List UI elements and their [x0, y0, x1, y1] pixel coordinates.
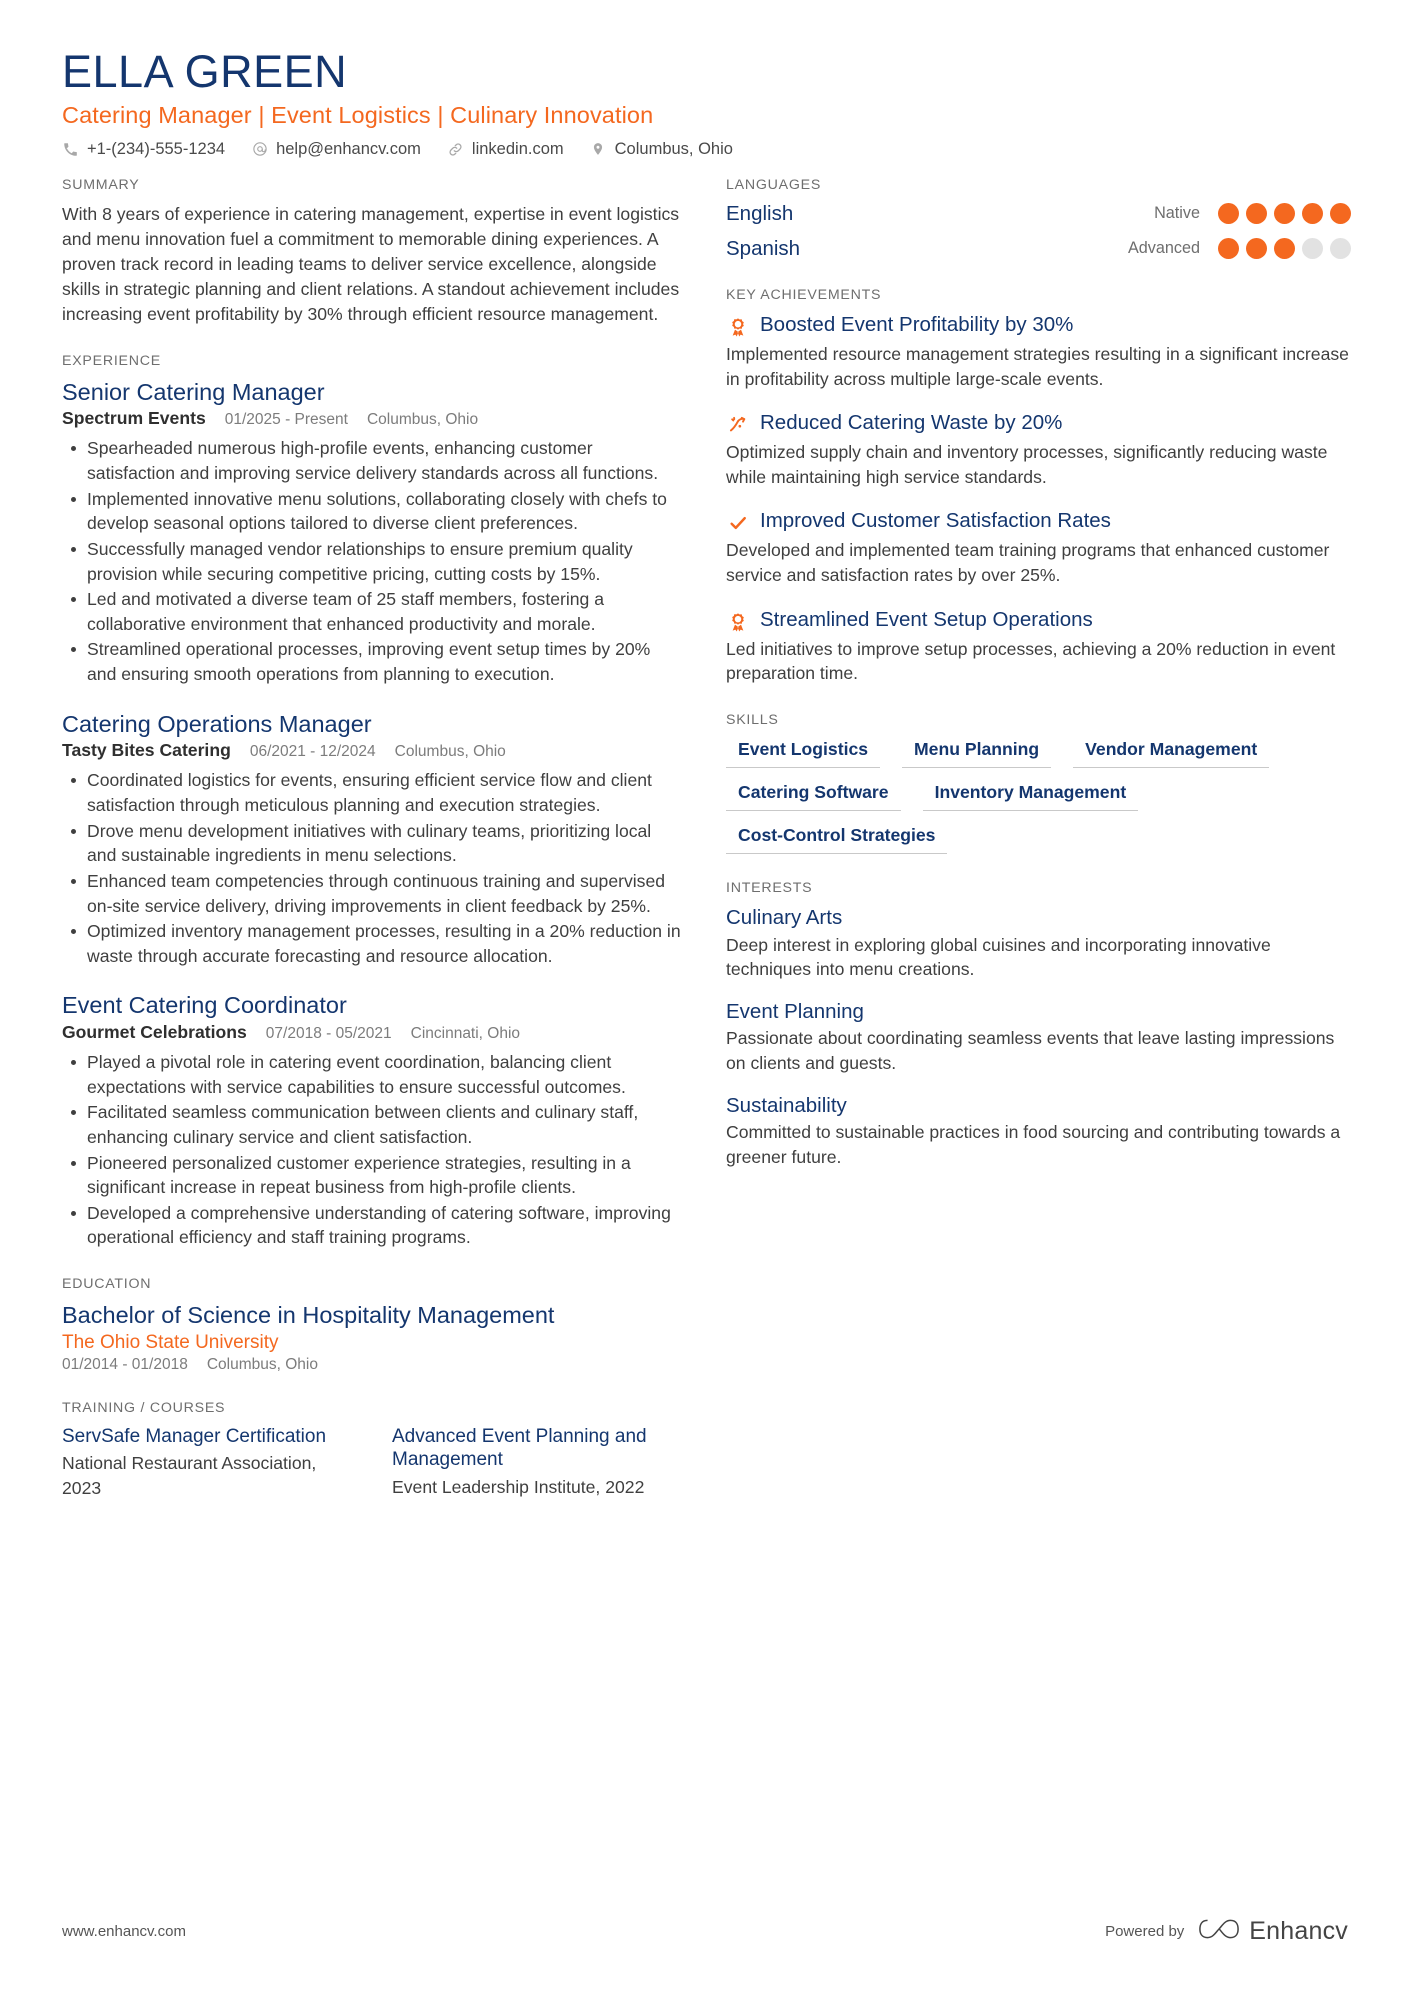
- contact-phone[interactable]: [62, 140, 225, 159]
- enhancv-logo: [1198, 1916, 1348, 1947]
- achievement-head: [726, 508, 1351, 535]
- training-section: [62, 1400, 682, 1500]
- contact-row: [62, 140, 1348, 159]
- contact-phone-text: +1-(234)-555-1234: [87, 139, 226, 158]
- job-dates: 01/2025 - Present: [224, 411, 348, 429]
- skill-tag: Cost-Control Strategies: [726, 823, 947, 854]
- achievement-head: [726, 410, 1351, 437]
- rating-dot: [1274, 238, 1295, 259]
- skill-tag: Event Logistics: [726, 737, 880, 768]
- email-icon: [251, 141, 268, 158]
- interest-item: [726, 905, 1351, 982]
- award-medal-icon: [726, 315, 750, 339]
- job-location: Cincinnati, Ohio: [410, 1025, 521, 1043]
- language-item: [726, 237, 1351, 261]
- training-grid: [62, 1425, 682, 1500]
- candidate-name: ELLA GREEN: [62, 46, 348, 97]
- job-bullets: [62, 1050, 682, 1250]
- phone-icon: [62, 141, 79, 158]
- page-footer: [62, 1916, 1348, 1947]
- training-title: Advanced Event Planning and Management: [392, 1425, 647, 1471]
- job-bullet: Pioneered personalized customer experience strategies, resulting in a significant increase in repeat business from high-profile clients.: [62, 1151, 682, 1200]
- job-company: Spectrum Events: [62, 408, 206, 429]
- infinity-logo-icon: [1198, 1916, 1240, 1947]
- interest-item: [726, 1093, 1351, 1170]
- experience-section-label: EXPERIENCE: [62, 352, 161, 369]
- job-location: Columbus, Ohio: [366, 411, 479, 429]
- link-icon: [447, 141, 464, 158]
- job-title: Event Catering Coordinator: [62, 992, 347, 1019]
- language-rating-dots: [1218, 238, 1351, 259]
- language-level: Advanced: [1128, 239, 1200, 258]
- achievement-item: [726, 312, 1351, 391]
- language-level: Native: [1154, 204, 1200, 223]
- job-company: Tasty Bites Catering: [62, 740, 231, 761]
- job-dates: 06/2021 - 12/2024: [249, 743, 376, 761]
- achievement-head: [726, 607, 1351, 634]
- skill-tag: Catering Software: [726, 780, 901, 811]
- achievement-head: [726, 312, 1351, 339]
- achievement-desc: Led initiatives to improve setup processes, achieving a 20% reduction in event preparation time.: [726, 638, 1336, 684]
- job-bullet: Spearheaded numerous high-profile events, enhancing customer satisfaction and improving service delivery standards across all functions.: [62, 436, 682, 485]
- trending-up-icon: [726, 413, 750, 437]
- achievement-item: [726, 410, 1351, 489]
- interest-title: Sustainability: [726, 1093, 847, 1117]
- achievement-desc: Developed and implemented team training programs that enhanced customer service and satisfaction rates by over 25%.: [726, 540, 1330, 586]
- check-mark-icon: [726, 511, 750, 535]
- education-location: Columbus, Ohio: [206, 1355, 318, 1373]
- rating-dot: [1246, 203, 1267, 224]
- rating-dot: [1218, 203, 1239, 224]
- left-column: [62, 177, 682, 1526]
- training-title: ServSafe Manager Certification: [62, 1425, 327, 1447]
- education-section: [62, 1276, 682, 1374]
- achievement-desc: Optimized supply chain and inventory processes, significantly reducing waste while maintaining high service standards.: [726, 442, 1328, 487]
- contact-location-text: Columbus, Ohio: [614, 139, 733, 158]
- summary-section: [62, 177, 682, 327]
- job-bullet: Optimized inventory management processes, resulting in a 20% reduction in waste through accurate forecasting and resource allocation.: [62, 919, 682, 968]
- footer-url[interactable]: www.enhancv.com: [62, 1923, 186, 1940]
- candidate-tagline: Catering Manager | Event Logistics | Culinary Innovation: [62, 101, 654, 128]
- achievement-desc: Implemented resource management strategies resulting in a significant increase in profitability across multiple large-scale events.: [726, 343, 1349, 389]
- enhancv-wordmark: Enhancv: [1249, 1917, 1348, 1945]
- rating-dot: [1302, 203, 1323, 224]
- achievement-title: Improved Customer Satisfaction Rates: [760, 509, 1111, 533]
- language-item: [726, 202, 1351, 226]
- skill-tag: Menu Planning: [902, 737, 1051, 768]
- interest-title: Event Planning: [726, 999, 864, 1023]
- job-bullet: Drove menu development initiatives with culinary teams, prioritizing local and sustainable ingredients in menu selections.: [62, 819, 682, 868]
- contact-link-text: linkedin.com: [471, 139, 564, 158]
- skill-tag: Vendor Management: [1073, 737, 1269, 768]
- job-bullet: Facilitated seamless communication between clients and culinary staff, enhancing culinary service and client satisfaction.: [62, 1100, 682, 1149]
- experience-item: [62, 378, 682, 687]
- job-meta: [62, 1022, 682, 1043]
- job-dates: 07/2018 - 05/2021: [265, 1025, 392, 1043]
- languages-section-label: LANGUAGES: [726, 176, 822, 193]
- contact-link[interactable]: [447, 140, 564, 159]
- contact-email-text: help@enhancv.com: [276, 139, 421, 158]
- language-name: English: [726, 201, 794, 225]
- interest-title: Culinary Arts: [726, 905, 843, 929]
- footer-branding: [1105, 1916, 1348, 1947]
- training-subtitle: National Restaurant Association, 2023: [62, 1453, 317, 1498]
- rating-dot: [1330, 238, 1351, 259]
- job-meta: [62, 408, 682, 429]
- job-bullet: Streamlined operational processes, improving event setup times by 20% and ensuring smooth operations from planning to execution.: [62, 637, 682, 686]
- language-name: Spanish: [726, 236, 801, 260]
- skills-section-label: SKILLS: [726, 711, 779, 728]
- job-company: Gourmet Celebrations: [62, 1022, 247, 1043]
- job-bullet: Enhanced team competencies through continuous training and supervised on-site service delivery, driving improvements in client feedback by 25%.: [62, 869, 682, 918]
- powered-by-label: Powered by: [1105, 1923, 1185, 1940]
- education-section-label: EDUCATION: [62, 1276, 152, 1293]
- job-bullet: Led and motivated a diverse team of 25 staff members, fostering a collaborative environment that enhanced productivity and morale.: [62, 587, 682, 636]
- experience-item: [62, 710, 682, 969]
- right-column: [726, 177, 1351, 1196]
- location-pin-icon: [590, 141, 607, 158]
- resume-body: [62, 177, 1348, 1526]
- job-bullet: Played a pivotal role in catering event coordination, balancing client expectations with service capabilities to ensure successful outcomes.: [62, 1050, 682, 1099]
- experience-item: [62, 991, 682, 1250]
- interests-section: [726, 880, 1351, 1170]
- interest-item: [726, 999, 1351, 1076]
- training-item: [62, 1425, 352, 1500]
- skills-section: [726, 712, 1351, 854]
- job-bullet: Successfully managed vendor relationships to ensure premium quality provision while securing competitive pricing, cutting costs by 15%.: [62, 537, 682, 586]
- job-location: Columbus, Ohio: [394, 743, 506, 761]
- languages-section: [726, 177, 1351, 261]
- training-item: [392, 1425, 682, 1500]
- interest-desc: Passionate about coordinating seamless events that leave lasting impressions on clients and guests.: [726, 1028, 1335, 1074]
- summary-section-label: SUMMARY: [62, 176, 140, 193]
- training-section-label: TRAINING / COURSES: [62, 1399, 226, 1416]
- education-dates: 01/2014 - 01/2018: [62, 1355, 188, 1373]
- rating-dot: [1218, 238, 1239, 259]
- job-meta: [62, 740, 682, 761]
- summary-text: With 8 years of experience in catering management, expertise in event logistics and menu innovation fuel a commitment to memorable dining experiences. A proven track record in leading teams to deliver service excellence, alongside skills in strategic planning and client relations. A standout achievement includes increasing event profitability by 30% through efficient resource management.: [62, 203, 680, 324]
- achievement-item: [726, 607, 1351, 686]
- interests-section-label: INTERESTS: [726, 879, 813, 896]
- education-meta: [62, 1356, 682, 1374]
- job-bullet: Coordinated logistics for events, ensuring efficient service flow and client satisfaction through meticulous planning and execution strategies.: [62, 768, 682, 817]
- rating-dot: [1330, 203, 1351, 224]
- interest-desc: Deep interest in exploring global cuisines and incorporating innovative techniques into menu creations.: [726, 934, 1271, 980]
- award-medal-icon: [726, 610, 750, 634]
- language-rating-dots: [1218, 203, 1351, 224]
- job-title: Catering Operations Manager: [62, 710, 372, 737]
- achievement-item: [726, 508, 1351, 587]
- training-subtitle: Event Leadership Institute, 2022: [392, 1477, 645, 1498]
- interest-desc: Committed to sustainable practices in food sourcing and contributing towards a greener future.: [726, 1122, 1341, 1167]
- job-bullets: [62, 768, 682, 968]
- job-bullets: [62, 436, 682, 686]
- contact-location: [590, 140, 733, 159]
- rating-dot: [1246, 238, 1267, 259]
- education-degree: Bachelor of Science in Hospitality Management: [62, 1302, 555, 1329]
- resume-header: [62, 48, 1348, 159]
- achievements-section-label: KEY ACHIEVEMENTS: [726, 286, 882, 303]
- achievement-title: Boosted Event Profitability by 30%: [760, 312, 1074, 336]
- education-school: The Ohio State University: [62, 1331, 279, 1353]
- rating-dot: [1274, 203, 1295, 224]
- achievement-title: Reduced Catering Waste by 20%: [760, 411, 1063, 435]
- job-bullet: Developed a comprehensive understanding of catering software, improving operational efficiency and staff training programs.: [62, 1201, 682, 1250]
- skill-tag: Inventory Management: [923, 780, 1139, 811]
- achievements-section: [726, 287, 1351, 686]
- achievement-title: Streamlined Event Setup Operations: [760, 607, 1093, 631]
- contact-email[interactable]: [251, 140, 421, 159]
- experience-section: [62, 353, 682, 1250]
- skills-list: [726, 737, 1351, 854]
- job-title: Senior Catering Manager: [62, 378, 325, 405]
- rating-dot: [1302, 238, 1323, 259]
- job-bullet: Implemented innovative menu solutions, collaborating closely with chefs to develop seasonal options tailored to diverse client preferences.: [62, 487, 682, 536]
